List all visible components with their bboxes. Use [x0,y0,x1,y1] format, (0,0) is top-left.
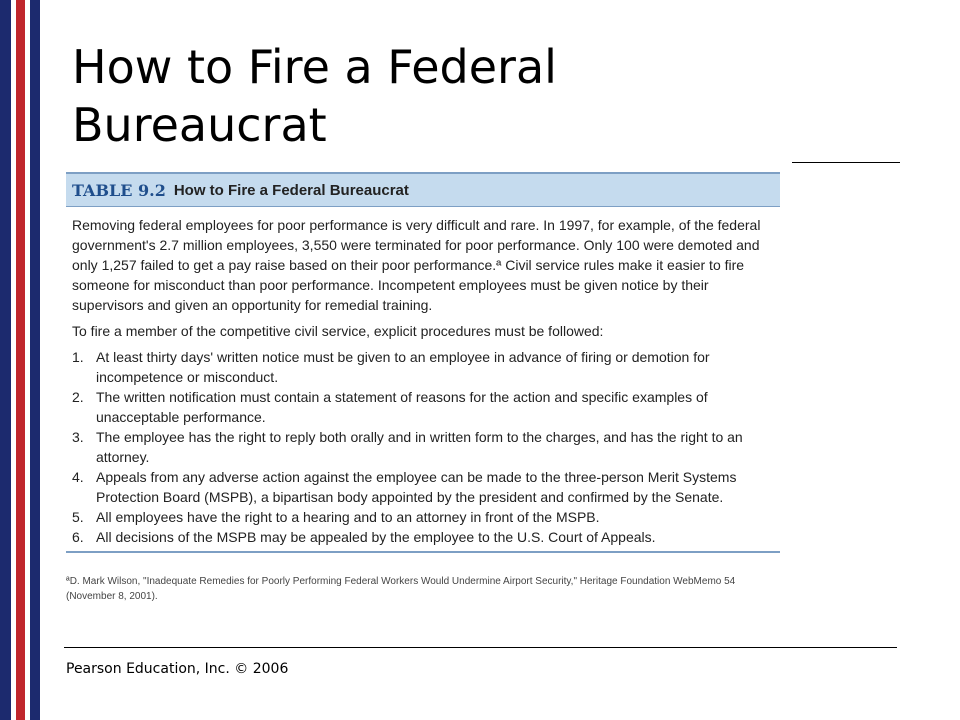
footer-rule [64,647,897,648]
side-stripe-navy-inner [30,0,40,720]
table-figure [66,172,780,553]
table-footnote: ªD. Mark Wilson, "Inadequate Remedies for Poorly Performing Federal Workers Would Undermine Airport Security," Heritage Foundation WebMemo 54 (November 8, 2001). [66,576,736,602]
step-text: Appeals from any adverse action against the employee can be made to the three-person Merit Systems Protection Board (MSPB), a bipartisan body appointed by the president and confirmed by the Senate. [96,469,737,505]
procedure-step [72,347,780,387]
table-intro: Removing federal employees for poor performance is very difficult and rare. In 1997, for example, of the federal government's 2.7 million employees, 3,550 were terminated for poor performance. Only 100 were demoted and only 1,257 failed to get a pay raise based on their poor performance.ª Civil service rules make it easier to fire someone for misconduct than poor performance. Incompetent employees must be given notice by their supervisors and given an opportunity for remedial training. [72,217,761,313]
procedure-step [72,467,780,507]
procedure-step [72,387,780,427]
step-number: 3. [72,429,84,445]
procedure-step [72,507,780,527]
step-text: The employee has the right to reply both orally and in written form to the charges, and has the right to an attorney. [96,429,743,465]
procedure-step [72,427,780,467]
table-procedure-lead: To fire a member of the competitive civil service, explicit procedures must be followed: [72,323,604,339]
step-text: The written notification must contain a statement of reasons for the action and specific examples of unacceptable performance. [96,389,708,425]
table-bottom-rule [66,551,780,553]
table-number: TABLE 9.2 [72,180,166,200]
table-body [66,207,780,547]
slide-footer: Pearson Education, Inc. © 2006 [66,661,289,677]
step-text: At least thirty days' written notice must be given to an employee in advance of firing or demotion for incompetence or misconduct. [96,349,710,385]
step-number: 5. [72,509,84,525]
table-header [66,174,780,207]
step-number: 6. [72,529,84,545]
slide-title-line2: Bureaucrat [72,98,327,152]
step-text: All employees have the right to a hearing and to an attorney in front of the MSPB. [96,509,600,525]
slide-title [72,38,557,154]
step-text: All decisions of the MSPB may be appealed by the employee to the U.S. Court of Appeals. [96,529,656,545]
step-number: 1. [72,349,84,365]
slide-title-line1: How to Fire a Federal [72,40,557,94]
side-stripe-red [16,0,25,720]
side-stripe-navy-outer [0,0,11,720]
title-rule [792,162,900,163]
procedure-step [72,527,780,547]
step-number: 2. [72,389,84,405]
table-title: How to Fire a Federal Bureaucrat [173,181,409,199]
procedure-steps [72,347,780,547]
step-number: 4. [72,469,84,485]
